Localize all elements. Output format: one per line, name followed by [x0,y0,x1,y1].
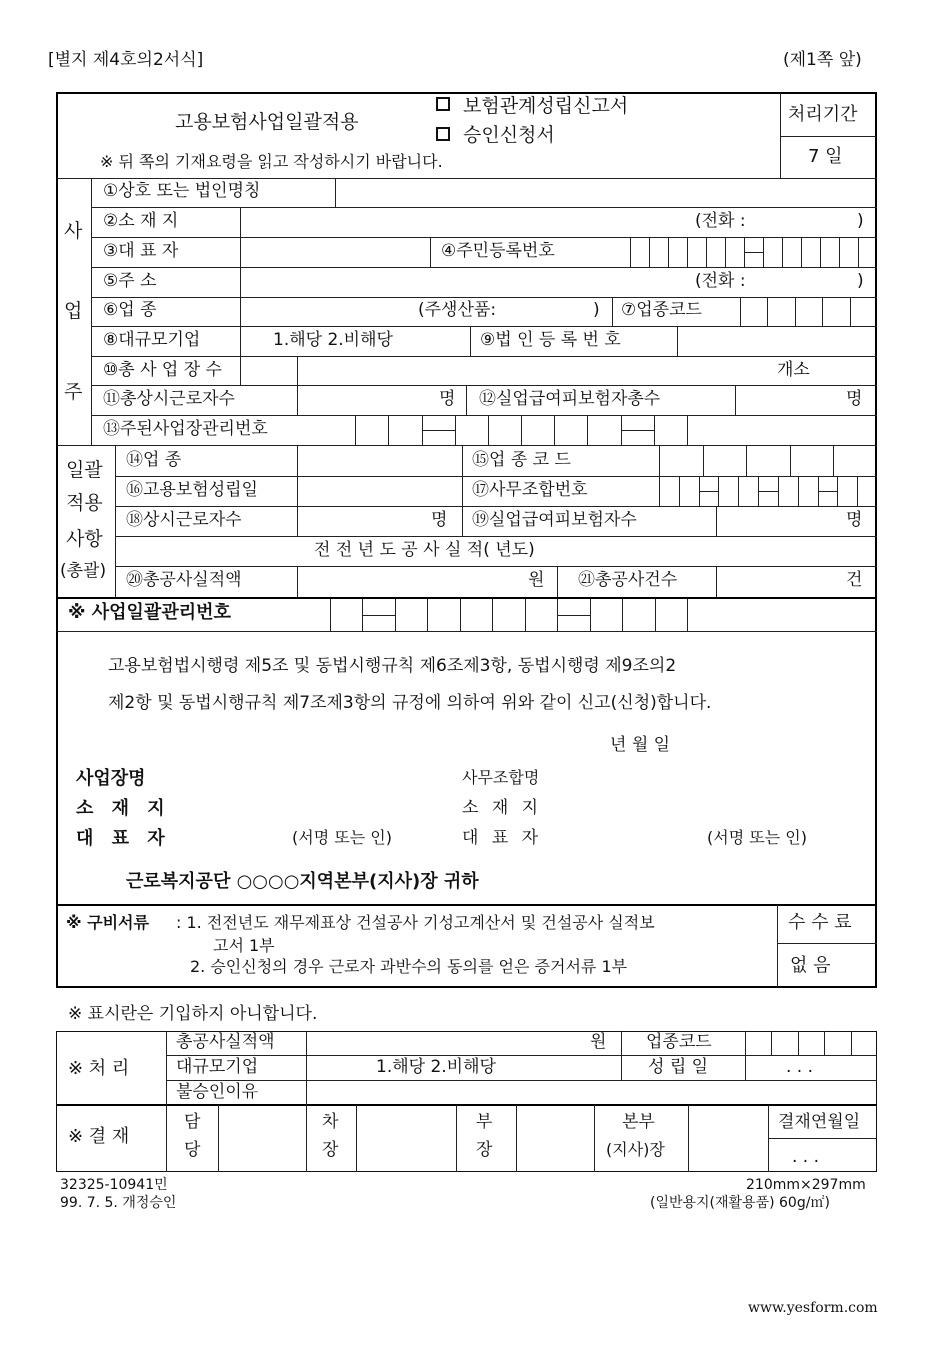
digit-cell-divider [782,237,783,267]
digit-cell-divider [388,415,389,445]
corp-number-field[interactable] [678,327,876,355]
application-option-label: 승인신청서 [463,124,555,146]
approver-deputy-2: 장 [322,1140,339,1160]
address-label: ②소 재 지 [103,211,179,231]
digit-cell-divider [795,297,796,326]
digit-separator [758,491,778,492]
industry-code-label: ⑦업종코드 [621,300,702,320]
batch-industry-code-label: ⑮업 종 코 드 [472,450,571,470]
office-industry-code-label: 업종코드 [646,1032,712,1052]
digit-cell-divider [746,445,747,476]
digit-cell-divider [455,415,456,445]
approver-head-2: 장 [476,1140,493,1160]
union-rep-label: 대 표 자 [462,828,543,848]
digit-cell-divider [687,599,688,631]
digit-cell-divider [654,415,655,445]
approval-date-label: 결재연월일 [778,1112,861,1132]
digit-cell-divider [798,476,799,506]
processing-label: ※ 처 리 [68,1058,130,1079]
required-doc-2: 2. 승인신청의 경우 근로자 과반수의 동의를 얻은 증거서류 1부 [190,957,628,976]
digit-cell-divider [839,237,840,267]
digit-cell-divider [778,476,779,506]
approver-branch-2: (지사)장 [606,1140,665,1159]
digit-cell-divider [725,237,726,267]
batch-side-label-2: 적용 [66,492,103,514]
digit-separator [699,491,719,492]
digit-cell-divider [554,415,555,445]
digit-separator [744,252,763,253]
total-sites-label: ⑩총 사 업 장 수 [103,360,222,380]
approver-staff-1: 담 [184,1112,201,1132]
paper-type: (일반용지(재활용품) 60g/㎡) [650,1195,830,1211]
digit-cell-divider [851,1031,852,1055]
digit-cell-divider [738,476,739,506]
declaration-line-2: 제2항 및 동법시행규칙 제7조제3항의 규정에 의하여 위와 같이 신고(신청)합니다. [108,693,712,713]
digit-cell-divider [655,599,656,631]
processing-period-label: 처리기간 [788,104,858,125]
batch-mgmt-number-label: ※ 사업일괄관리번호 [68,602,231,623]
required-doc-1a: : 1. 전전년도 재무제표상 건설공사 기성고계산서 및 건설공사 실적보 [176,913,655,932]
insurance-date-field[interactable] [298,477,461,505]
large-enterprise-label: ⑧대규모기업 [103,330,201,350]
digit-cell-divider [703,445,704,476]
business-signature[interactable]: (서명 또는 인) [292,828,392,847]
digit-cell-divider [824,1031,825,1055]
owner-address-label: ⑤주 소 [103,271,157,291]
address-field[interactable] [241,208,681,236]
digit-cell-divider [622,599,623,631]
corp-number-label: ⑨법 인 등 록 번 호 [480,330,621,350]
digit-separator [362,615,395,616]
digit-cell-divider [395,599,396,631]
digit-cell-divider [590,599,591,631]
total-sites-field[interactable] [298,357,768,384]
office-use-note: ※ 표시란은 기입하지 아니합니다. [68,1004,318,1024]
rejection-reason-field[interactable] [307,1081,876,1104]
addressee: 근로복지공단 ○○○○지역본부(지사)장 귀하 [126,871,479,892]
digit-cell-divider [668,237,669,267]
digit-cell-divider [790,445,791,476]
digit-cell-divider [798,1031,799,1055]
industry-label: ⑥업 종 [103,300,157,320]
batch-side-label-3: 사항 [66,528,103,550]
company-name-field[interactable] [336,179,876,207]
digit-cell-divider [763,237,764,267]
owner-side-label-1: 사 [64,220,83,242]
digit-cell-divider [718,476,719,506]
digit-cell-divider [427,599,428,631]
owner-phone-label: (전화 : [695,271,746,291]
total-construction-count-label: ㉑총공사건수 [578,570,678,590]
page-indicator: (제1쪽 앞) [783,50,862,70]
digit-cell-divider [488,415,489,445]
fee-value: 없 음 [790,955,831,976]
office-established-date-label: 성 립 일 [648,1057,709,1077]
report-checkbox[interactable] [436,97,450,111]
approval-label: ※ 결 재 [68,1126,130,1147]
business-rep-label: 대 표 자 [76,828,171,849]
digit-cell-divider [687,237,688,267]
office-large-enterprise-label: 대규모기업 [176,1057,259,1077]
digit-cell-divider [521,415,522,445]
business-address-label: 소 재 지 [76,798,171,819]
digit-cell-divider [822,297,823,326]
required-doc-1b: 고서 1부 [213,936,275,955]
digit-cell-divider [649,237,650,267]
fee-label: 수 수 료 [788,912,852,933]
approver-branch-1: 본부 [622,1112,655,1132]
company-name-label: ①상호 또는 법인명칭 [103,181,261,201]
total-sites-unit: 개소 [777,360,810,380]
digit-cell-divider [857,476,858,506]
address-phone-close: ) [857,211,864,231]
instruction-note: ※ 뒤 쪽의 기재요령을 읽고 작성하시기 바랍니다. [100,152,443,171]
total-construction-count-unit: 건 [846,570,863,590]
business-name-label: 사업장명 [76,768,146,789]
digit-cell-divider [355,415,356,445]
total-workers-label: ⑪총상시근로자수 [103,389,235,409]
digit-cell-divider [771,1031,772,1055]
approver-head-1: 부 [476,1112,493,1132]
digit-cell-divider [330,599,331,631]
union-address-label: 소 재 지 [462,798,543,818]
main-product-close: ) [593,300,600,320]
prev-year-record-label: 전 전 년 도 공 사 실 적( 년도) [314,540,535,560]
representative-label: ③대 표 자 [103,241,179,261]
digit-cell-divider [801,237,802,267]
digit-separator [818,491,838,492]
digit-separator [422,430,455,431]
total-construction-amount-label: ⑳총공사실적액 [126,570,242,590]
application-checkbox[interactable] [436,127,450,141]
batch-insured-label: ⑲실업급여피보험자수 [472,510,637,530]
form-number: [별지 제4호의2서식] [48,50,204,70]
digit-cell-divider [460,599,461,631]
insured-total-unit: 명 [846,389,863,409]
owner-side-label-3: 주 [64,381,83,403]
digit-cell-divider [767,297,768,326]
declaration-date[interactable]: 년 월 일 [610,735,671,755]
batch-side-label-1: 일괄 [66,459,103,481]
batch-workers-unit: 명 [431,510,448,530]
office-rejection-reason-label: 불승인이유 [176,1082,259,1102]
office-amount-label: 총공사실적액 [176,1032,275,1052]
union-number-label: ⑰사무조합번호 [472,480,588,500]
total-construction-amount-unit: 원 [528,570,545,590]
digit-cell-divider [706,237,707,267]
processing-period-value: 7 일 [808,146,843,167]
main-site-number-label: ⑬주된사업장관리번호 [103,419,268,439]
approver-staff-2: 당 [184,1140,201,1160]
address-phone-label: (전화 : [695,211,746,231]
batch-industry-label: ⑭업 종 [126,450,182,470]
approval-date-value[interactable]: . . . [792,1147,820,1167]
office-amount-unit: 원 [590,1032,607,1052]
office-large-enterprise-options[interactable]: 1.해당 2.비해당 [376,1057,496,1077]
digit-cell-divider [492,599,493,631]
owner-address-field[interactable] [241,268,681,296]
owner-phone-close: ) [857,271,864,291]
digit-cell-divider [587,415,588,445]
digit-cell-divider [687,415,688,445]
website-watermark: www.yesform.com [748,1300,878,1316]
batch-insured-unit: 명 [846,510,863,530]
digit-separator [621,430,654,431]
resident-number-label: ④주민등록번호 [441,241,555,261]
paper-size: 210mm×297mm [746,1177,866,1193]
large-enterprise-options[interactable]: 1.해당 2.비해당 [273,330,393,350]
representative-field[interactable] [241,238,430,266]
batch-workers-label: ⑱상시근로자수 [126,510,242,530]
union-signature[interactable]: (서명 또는 인) [707,828,807,847]
insurance-date-label: ⑯고용보험성립일 [126,480,258,500]
main-product-label: (주생산품: [418,300,497,320]
owner-side-label-2: 업 [64,300,83,322]
approver-deputy-1: 차 [322,1112,339,1132]
total-workers-unit: 명 [439,389,456,409]
insured-total-label: ⑫실업급여피보험자총수 [479,389,661,409]
digit-cell-divider [820,237,821,267]
declaration-line-1: 고용보험법시행령 제5조 및 동법시행규칙 제6조제3항, 동법시행령 제9조의2 [108,656,677,676]
approval-revision: 99. 7. 5. 개정승인 [60,1195,177,1211]
digit-cell-divider [833,445,834,476]
report-option-label: 보험관계성립신고서 [463,95,629,117]
form-title: 고용보험사업일괄적용 [175,111,359,133]
form-code: 32325-10941민 [60,1177,168,1193]
digit-separator [557,615,590,616]
digit-cell-divider [858,237,859,267]
batch-side-label-4: (총괄) [60,561,107,581]
digit-cell-divider [837,476,838,506]
office-established-date-value[interactable]: . . . [786,1057,814,1077]
digit-cell-divider [679,476,680,506]
digit-cell-divider [525,599,526,631]
digit-cell-divider [850,297,851,326]
union-name-label: 사무조합명 [462,768,540,787]
required-docs-label: ※ 구비서류 [66,913,149,932]
